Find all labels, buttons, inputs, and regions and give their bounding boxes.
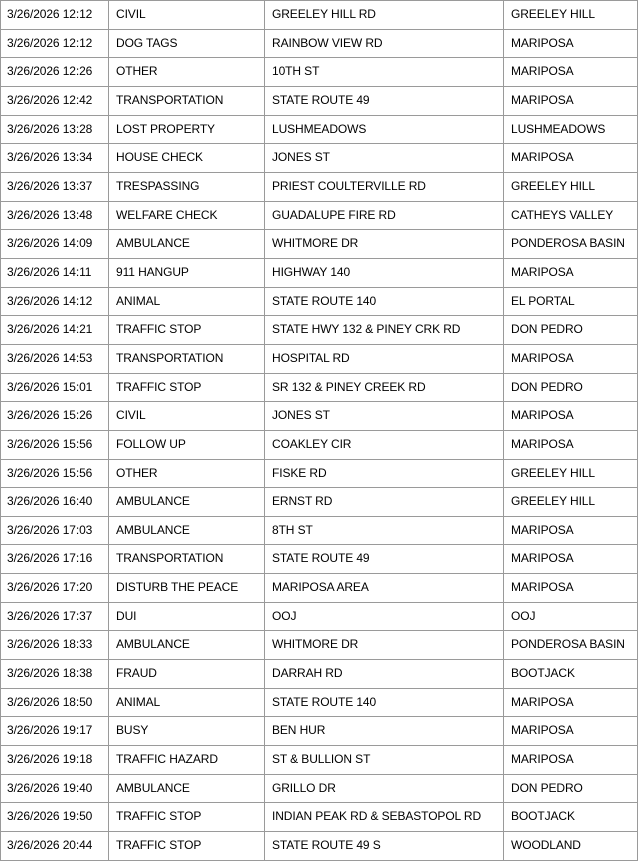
- cell-call-datetime: 3/26/2026 14:09: [1, 230, 109, 259]
- cell-call-type: AMBULANCE: [109, 488, 265, 517]
- cell-call-datetime: 3/26/2026 13:37: [1, 172, 109, 201]
- cell-call-datetime: 3/26/2026 14:53: [1, 344, 109, 373]
- table-row: [1, 29, 638, 58]
- cell-call-datetime: 3/26/2026 19:50: [1, 803, 109, 832]
- cell-call-datetime: 3/26/2026 17:16: [1, 545, 109, 574]
- cell-call-location: HIGHWAY 140: [265, 258, 504, 287]
- cell-call-type: AMBULANCE: [109, 230, 265, 259]
- cell-call-datetime: 3/26/2026 18:33: [1, 631, 109, 660]
- cell-call-location: STATE ROUTE 140: [265, 287, 504, 316]
- cell-call-type: ANIMAL: [109, 688, 265, 717]
- cell-call-type: TRAFFIC STOP: [109, 373, 265, 402]
- table-row: [1, 344, 638, 373]
- cell-call-city: MARIPOSA: [504, 344, 638, 373]
- cell-call-city: GREELEY HILL: [504, 488, 638, 517]
- cell-call-type: ANIMAL: [109, 287, 265, 316]
- cell-call-location: STATE ROUTE 49 S: [265, 832, 504, 861]
- cell-call-location: JONES ST: [265, 144, 504, 173]
- cell-call-datetime: 3/26/2026 15:56: [1, 459, 109, 488]
- cell-call-city: PONDEROSA BASIN: [504, 230, 638, 259]
- cell-call-datetime: 3/26/2026 15:26: [1, 402, 109, 431]
- cell-call-city: MARIPOSA: [504, 402, 638, 431]
- table-row: [1, 832, 638, 861]
- table-row: [1, 459, 638, 488]
- cell-call-city: MARIPOSA: [504, 430, 638, 459]
- cell-call-type: FRAUD: [109, 660, 265, 689]
- table-row: [1, 746, 638, 775]
- table-row: [1, 316, 638, 345]
- table-row: [1, 201, 638, 230]
- cell-call-city: MARIPOSA: [504, 574, 638, 603]
- cell-call-type: OTHER: [109, 58, 265, 87]
- table-row: [1, 287, 638, 316]
- cell-call-city: MARIPOSA: [504, 688, 638, 717]
- cell-call-type: AMBULANCE: [109, 774, 265, 803]
- cell-call-type: AMBULANCE: [109, 631, 265, 660]
- table-row: [1, 574, 638, 603]
- table-row: [1, 1, 638, 30]
- cell-call-type: CIVIL: [109, 1, 265, 30]
- cell-call-city: EL PORTAL: [504, 287, 638, 316]
- cell-call-datetime: 3/26/2026 17:03: [1, 516, 109, 545]
- table-row: [1, 545, 638, 574]
- table-row: [1, 58, 638, 87]
- cell-call-location: WHITMORE DR: [265, 230, 504, 259]
- cell-call-datetime: 3/26/2026 15:56: [1, 430, 109, 459]
- cell-call-city: MARIPOSA: [504, 717, 638, 746]
- cell-call-city: BOOTJACK: [504, 803, 638, 832]
- cell-call-type: TRANSPORTATION: [109, 545, 265, 574]
- cell-call-location: FISKE RD: [265, 459, 504, 488]
- cell-call-location: STATE HWY 132 & PINEY CRK RD: [265, 316, 504, 345]
- cell-call-type: TRAFFIC STOP: [109, 803, 265, 832]
- cell-call-city: LUSHMEADOWS: [504, 115, 638, 144]
- cell-call-datetime: 3/26/2026 17:37: [1, 602, 109, 631]
- cell-call-datetime: 3/26/2026 16:40: [1, 488, 109, 517]
- cell-call-datetime: 3/26/2026 12:26: [1, 58, 109, 87]
- cell-call-city: DON PEDRO: [504, 316, 638, 345]
- cell-call-location: ERNST RD: [265, 488, 504, 517]
- cell-call-location: GUADALUPE FIRE RD: [265, 201, 504, 230]
- cell-call-location: RAINBOW VIEW RD: [265, 29, 504, 58]
- cell-call-city: DON PEDRO: [504, 774, 638, 803]
- table-row: [1, 230, 638, 259]
- table-row: [1, 631, 638, 660]
- cell-call-datetime: 3/26/2026 14:21: [1, 316, 109, 345]
- cell-call-location: MARIPOSA AREA: [265, 574, 504, 603]
- cell-call-location: STATE ROUTE 49: [265, 86, 504, 115]
- table-row: [1, 144, 638, 173]
- table-row: [1, 430, 638, 459]
- cell-call-location: GREELEY HILL RD: [265, 1, 504, 30]
- cell-call-type: HOUSE CHECK: [109, 144, 265, 173]
- cell-call-type: DISTURB THE PEACE: [109, 574, 265, 603]
- table-row: [1, 803, 638, 832]
- cell-call-city: DON PEDRO: [504, 373, 638, 402]
- cell-call-type: 911 HANGUP: [109, 258, 265, 287]
- table-row: [1, 86, 638, 115]
- cell-call-city: CATHEYS VALLEY: [504, 201, 638, 230]
- table-row: [1, 602, 638, 631]
- cell-call-location: GRILLO DR: [265, 774, 504, 803]
- cell-call-type: FOLLOW UP: [109, 430, 265, 459]
- cell-call-city: PONDEROSA BASIN: [504, 631, 638, 660]
- cell-call-type: LOST PROPERTY: [109, 115, 265, 144]
- cell-call-location: COAKLEY CIR: [265, 430, 504, 459]
- cell-call-datetime: 3/26/2026 20:44: [1, 832, 109, 861]
- cell-call-city: BOOTJACK: [504, 660, 638, 689]
- activity-log-body: [1, 1, 638, 861]
- cell-call-city: GREELEY HILL: [504, 172, 638, 201]
- cell-call-city: MARIPOSA: [504, 144, 638, 173]
- cell-call-datetime: 3/26/2026 12:12: [1, 1, 109, 30]
- cell-call-location: LUSHMEADOWS: [265, 115, 504, 144]
- cell-call-city: MARIPOSA: [504, 86, 638, 115]
- cell-call-type: WELFARE CHECK: [109, 201, 265, 230]
- cell-call-type: TRAFFIC STOP: [109, 316, 265, 345]
- cell-call-datetime: 3/26/2026 13:48: [1, 201, 109, 230]
- cell-call-location: SR 132 & PINEY CREEK RD: [265, 373, 504, 402]
- cell-call-datetime: 3/26/2026 15:01: [1, 373, 109, 402]
- table-row: [1, 172, 638, 201]
- table-row: [1, 373, 638, 402]
- cell-call-datetime: 3/26/2026 19:17: [1, 717, 109, 746]
- cell-call-datetime: 3/26/2026 18:50: [1, 688, 109, 717]
- cell-call-type: DOG TAGS: [109, 29, 265, 58]
- cell-call-datetime: 3/26/2026 17:20: [1, 574, 109, 603]
- cell-call-type: TRANSPORTATION: [109, 344, 265, 373]
- cell-call-city: WOODLAND: [504, 832, 638, 861]
- cell-call-city: MARIPOSA: [504, 29, 638, 58]
- cell-call-location: STATE ROUTE 140: [265, 688, 504, 717]
- cell-call-type: TRAFFIC HAZARD: [109, 746, 265, 775]
- cell-call-location: PRIEST COULTERVILLE RD: [265, 172, 504, 201]
- cell-call-datetime: 3/26/2026 12:42: [1, 86, 109, 115]
- table-row: [1, 115, 638, 144]
- cell-call-location: ST & BULLION ST: [265, 746, 504, 775]
- cell-call-type: TRANSPORTATION: [109, 86, 265, 115]
- cell-call-city: MARIPOSA: [504, 58, 638, 87]
- table-row: [1, 402, 638, 431]
- cell-call-type: OTHER: [109, 459, 265, 488]
- cell-call-type: TRESPASSING: [109, 172, 265, 201]
- cell-call-city: GREELEY HILL: [504, 1, 638, 30]
- cell-call-city: GREELEY HILL: [504, 459, 638, 488]
- cell-call-location: OOJ: [265, 602, 504, 631]
- cell-call-location: BEN HUR: [265, 717, 504, 746]
- table-row: [1, 774, 638, 803]
- cell-call-location: HOSPITAL RD: [265, 344, 504, 373]
- table-row: [1, 688, 638, 717]
- cell-call-datetime: 3/26/2026 14:11: [1, 258, 109, 287]
- cell-call-datetime: 3/26/2026 18:38: [1, 660, 109, 689]
- table-row: [1, 488, 638, 517]
- table-row: [1, 660, 638, 689]
- cell-call-location: DARRAH RD: [265, 660, 504, 689]
- cell-call-city: MARIPOSA: [504, 516, 638, 545]
- cell-call-location: JONES ST: [265, 402, 504, 431]
- cell-call-location: STATE ROUTE 49: [265, 545, 504, 574]
- cell-call-datetime: 3/26/2026 13:28: [1, 115, 109, 144]
- cell-call-location: 10TH ST: [265, 58, 504, 87]
- table-row: [1, 516, 638, 545]
- cell-call-datetime: 3/26/2026 12:12: [1, 29, 109, 58]
- cell-call-location: 8TH ST: [265, 516, 504, 545]
- cell-call-location: WHITMORE DR: [265, 631, 504, 660]
- cell-call-datetime: 3/26/2026 13:34: [1, 144, 109, 173]
- cell-call-datetime: 3/26/2026 14:12: [1, 287, 109, 316]
- cell-call-type: CIVIL: [109, 402, 265, 431]
- table-row: [1, 717, 638, 746]
- cell-call-city: MARIPOSA: [504, 258, 638, 287]
- cell-call-location: INDIAN PEAK RD & SEBASTOPOL RD: [265, 803, 504, 832]
- cell-call-city: OOJ: [504, 602, 638, 631]
- cell-call-city: MARIPOSA: [504, 746, 638, 775]
- cell-call-datetime: 3/26/2026 19:18: [1, 746, 109, 775]
- cell-call-type: DUI: [109, 602, 265, 631]
- cell-call-type: AMBULANCE: [109, 516, 265, 545]
- table-row: [1, 258, 638, 287]
- cell-call-type: BUSY: [109, 717, 265, 746]
- cell-call-city: MARIPOSA: [504, 545, 638, 574]
- cell-call-datetime: 3/26/2026 19:40: [1, 774, 109, 803]
- cell-call-type: TRAFFIC STOP: [109, 832, 265, 861]
